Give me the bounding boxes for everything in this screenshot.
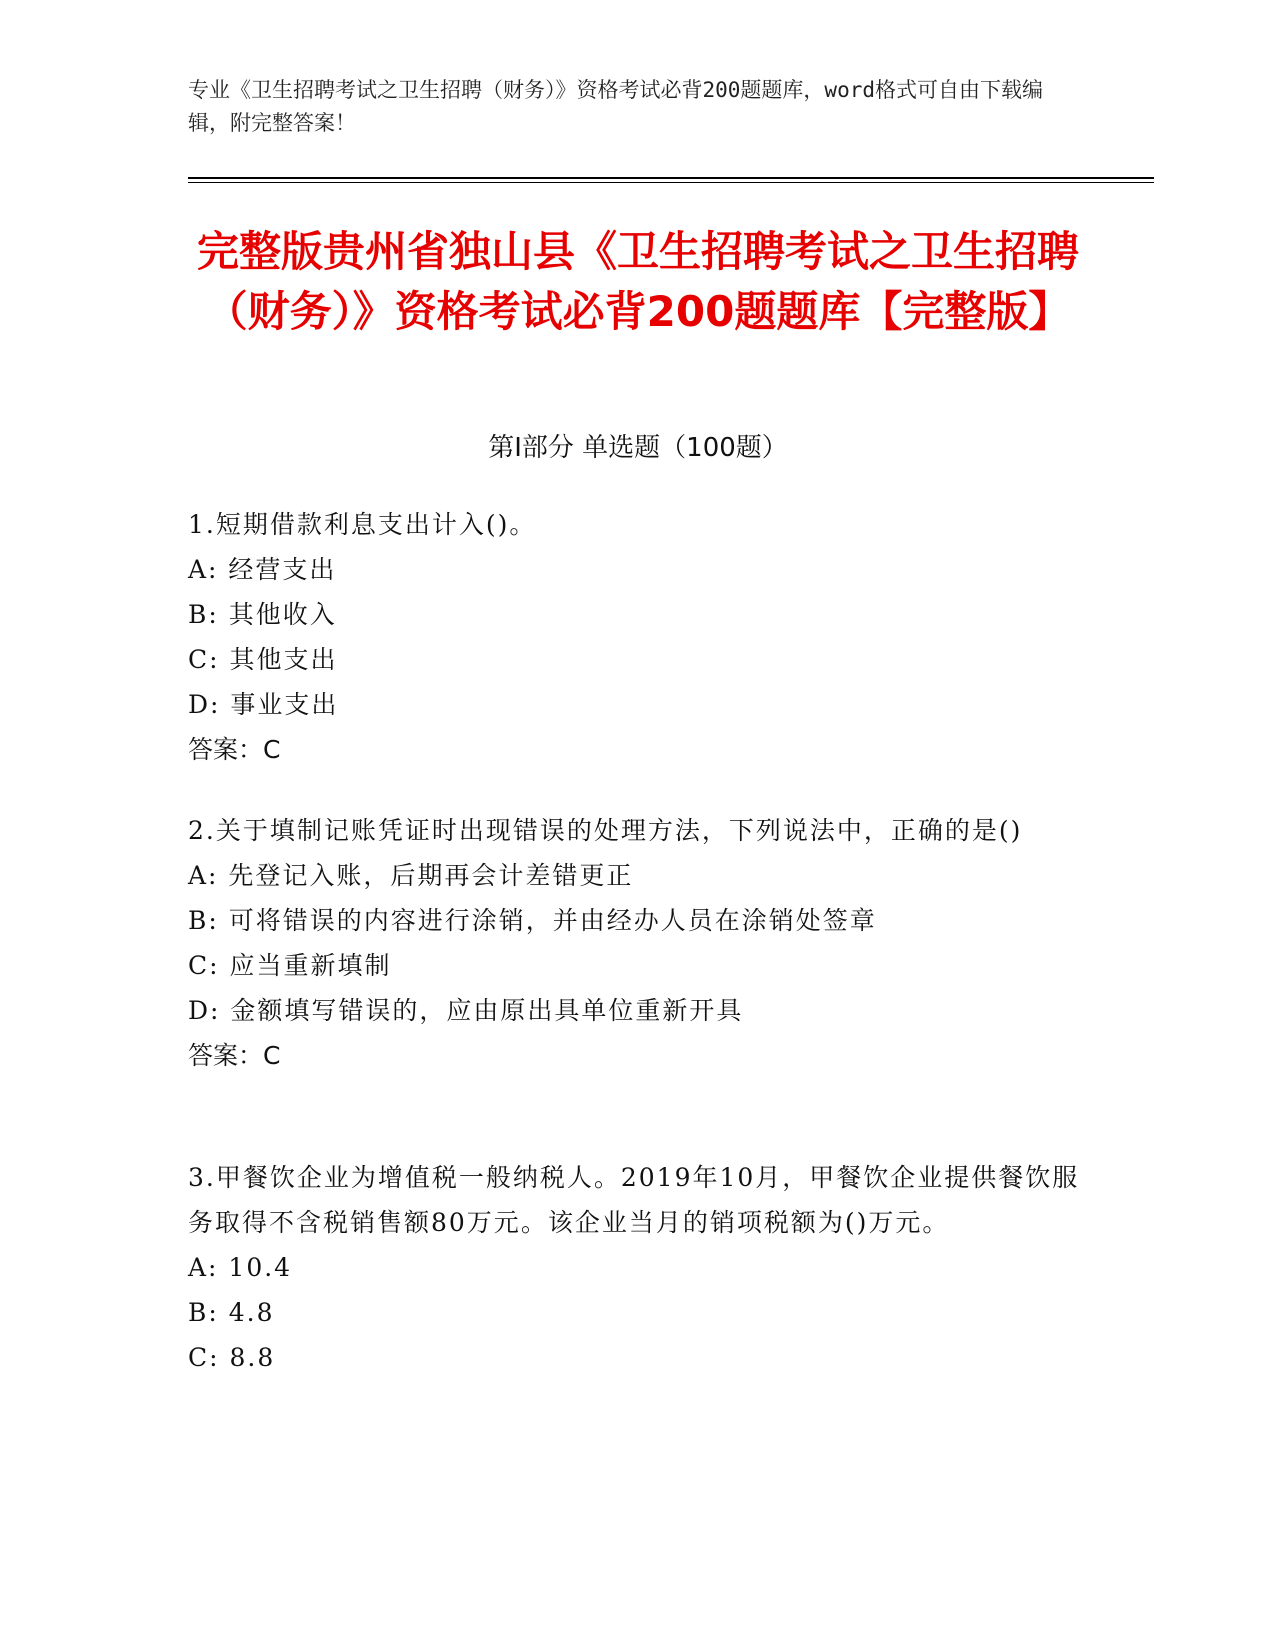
question-block-3 — [188, 1155, 1088, 1380]
answer-text: 答案：C — [188, 1041, 281, 1070]
option-c: C: 其他支出 — [188, 645, 338, 674]
question-block-1 — [188, 502, 1088, 772]
header-divider-thick — [188, 177, 1154, 179]
header-note: 专业《卫生招聘考试之卫生招聘（财务）》资格考试必背200题题库，word格式可自由下载编辑，附完整答案！ — [188, 78, 1043, 135]
option-a: A: 经营支出 — [188, 555, 337, 584]
option-a: A: 先登记入账，后期再会计差错更正 — [188, 861, 634, 890]
header-divider-thin — [188, 182, 1154, 183]
option-b: B: 其他收入 — [188, 600, 337, 629]
option-b: B: 可将错误的内容进行涂销，并由经办人员在涂销处签章 — [188, 906, 877, 935]
option-d: D: 事业支出 — [188, 690, 339, 719]
answer-text: 答案：C — [188, 735, 281, 764]
question-text: 3.甲餐饮企业为增值税一般纳税人。2019年10月，甲餐饮企业提供餐饮服务取得不含税销售额80万元。该企业当月的销项税额为()万元。 — [188, 1163, 1080, 1237]
option-c: C: 8.8 — [188, 1343, 276, 1372]
option-b: B: 4.8 — [188, 1298, 275, 1327]
option-a: A: 10.4 — [188, 1253, 293, 1282]
section-title: 第Ⅰ部分 单选题（100题） — [488, 433, 788, 463]
option-c: C: 应当重新填制 — [188, 951, 392, 980]
question-text: 2.关于填制记账凭证时出现错误的处理方法，下列说法中，正确的是() — [188, 816, 1023, 845]
option-d: D: 金额填写错误的，应由原出具单位重新开具 — [188, 996, 744, 1025]
question-block-2 — [188, 808, 1088, 1078]
document-title: 完整版贵州省独山县《卫生招聘考试之卫生招聘（财务）》资格考试必背200题题库【完整版】 — [196, 227, 1079, 336]
question-text: 1.短期借款利息支出计入()。 — [188, 510, 537, 539]
